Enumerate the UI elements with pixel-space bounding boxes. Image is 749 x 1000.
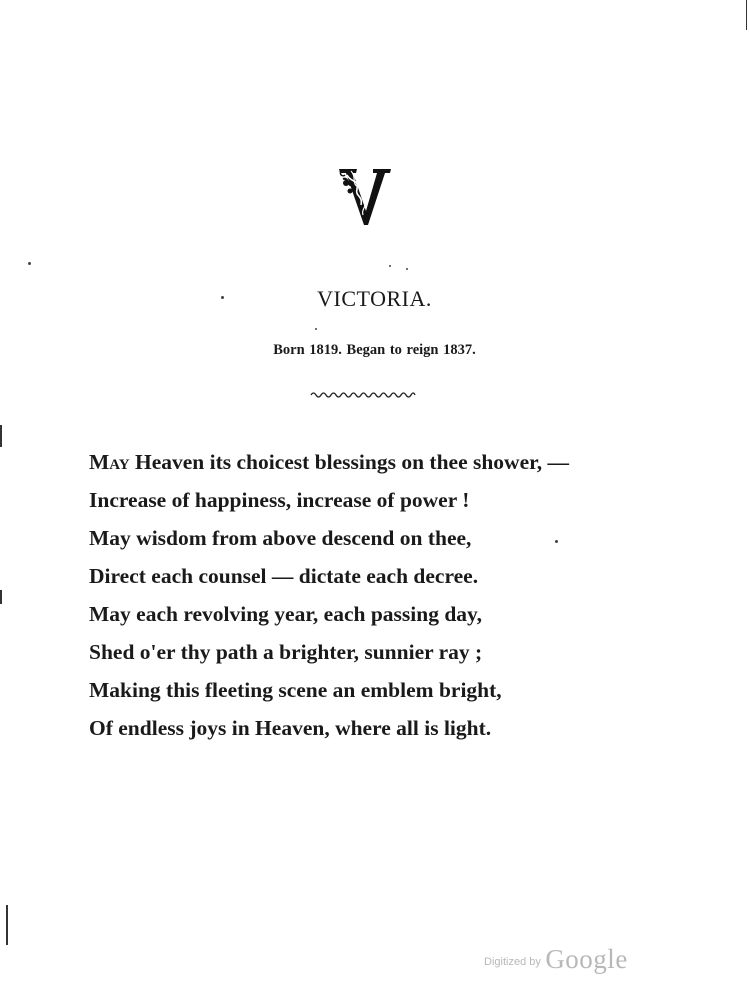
scan-speck (221, 296, 224, 299)
scan-speck (555, 540, 558, 543)
scan-speck (406, 268, 408, 270)
scan-speck (28, 262, 31, 265)
poem-line: Of endless joys in Heaven, where all is light. (89, 716, 492, 740)
poem-line: May wisdom from above descend on thee, (89, 526, 472, 550)
scan-edge-mark (6, 905, 8, 945)
poem (89, 443, 569, 747)
scan-speck (315, 328, 317, 330)
wavy-divider-icon (310, 390, 416, 400)
poem-line: Direct each counsel — dictate each decree. (89, 564, 479, 588)
poem-line: May each revolving year, each passing day, (89, 602, 482, 626)
watermark-brand: Google (545, 944, 628, 974)
poem-line (89, 443, 569, 481)
poem-first-word: May (89, 450, 130, 474)
poem-line: Making this fleeting scene an emblem bright, (89, 678, 502, 702)
scan-edge-mark (0, 590, 2, 604)
poem-line-text: Heaven its choicest blessings on thee shower, — (129, 450, 569, 474)
scan-edge-mark (0, 425, 2, 447)
page-subtitle: Born 1819. Began to reign 1837. (273, 342, 476, 358)
page-title: VICTORIA. (317, 286, 432, 311)
digitized-watermark (484, 944, 628, 975)
poem-line: Shed o'er thy path a brighter, sunnier ray ; (89, 640, 483, 664)
watermark-prefix: Digitized by (484, 956, 541, 968)
poem-line: Increase of happiness, increase of power ! (89, 488, 470, 512)
ornamental-initial-v-icon (337, 165, 393, 227)
scan-speck (389, 265, 391, 267)
scan-edge-mark (746, 0, 747, 30)
